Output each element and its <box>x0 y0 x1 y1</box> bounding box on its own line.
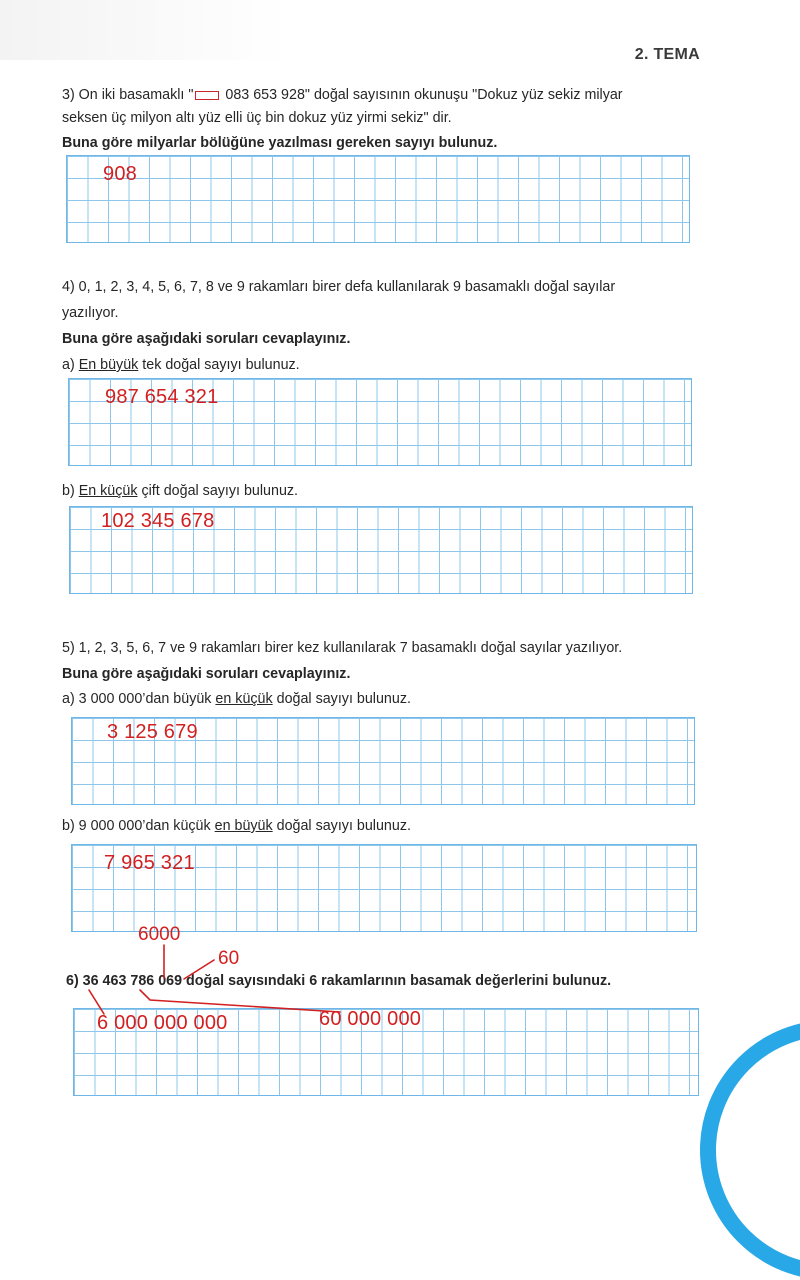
q4a-prefix: a) <box>62 357 79 373</box>
q4b-emphasis: En küçük <box>78 483 138 499</box>
q5a-answer: 3 125 679 <box>107 721 198 743</box>
q3-line2: seksen üç milyon altı yüz elli üç bin dokuz yüz yirmi sekiz" dir. <box>62 110 452 126</box>
q3-answer: 908 <box>103 163 137 185</box>
q6-note-60: 60 <box>218 948 240 969</box>
q4-line1: 4) 0, 1, 2, 3, 4, 5, 6, 7, 8 ve 9 rakamları birer defa kullanılarak 9 basamaklı doğal sayılar <box>62 279 616 295</box>
q6-note-6000: 6000 <box>138 924 181 945</box>
q5b-prefix: b) 9 000 000’dan küçük <box>62 818 215 834</box>
q5b-emphasis: en büyük <box>214 818 273 834</box>
q3-line1-end: 083 653 928" doğal sayısının okunuşu "Dokuz yüz sekiz milyar <box>221 87 623 103</box>
q4a-rest: tek doğal sayıyı bulunuz. <box>138 357 300 373</box>
connector-60 <box>184 960 214 979</box>
q4a-emphasis: En büyük <box>78 357 139 373</box>
q4-line2: yazılıyor. <box>62 305 119 321</box>
page-header-tema: 2. TEMA <box>634 46 700 63</box>
q5b-rest: doğal sayıyı bulunuz. <box>272 818 411 834</box>
q6-answer-billion: 6 000 000 000 <box>97 1012 228 1034</box>
q4b-answer: 102 345 678 <box>101 510 215 532</box>
q5-instruction: Buna göre aşağıdaki soruları cevaplayınız. <box>62 666 351 682</box>
q3-line1-start: 3) On iki basamaklı " <box>62 87 194 103</box>
q5a-emphasis: en küçük <box>215 691 273 707</box>
q5a-rest: doğal sayıyı bulunuz. <box>272 691 411 707</box>
q4-instruction: Buna göre aşağıdaki soruları cevaplayınız. <box>62 331 351 347</box>
q5-line1: 5) 1, 2, 3, 5, 6, 7 ve 9 rakamları birer kez kullanılarak 7 basamaklı doğal sayılar yazılıyor. <box>62 640 623 656</box>
q5a-prefix: a) 3 000 000’dan büyük <box>62 691 216 707</box>
q6-question: 6) 36 463 786 069 doğal sayısındaki 6 rakamlarının basamak değerlerini bulunuz. <box>66 973 612 989</box>
q5b-answer: 7 965 321 <box>104 852 195 874</box>
q3-instruction: Buna göre milyarlar bölüğüne yazılması gereken sayıyı bulunuz. <box>62 135 498 151</box>
q4b-prefix: b) <box>62 483 79 499</box>
connector-ten-million <box>140 990 340 1012</box>
connector-billion <box>89 990 104 1014</box>
q4a-answer: 987 654 321 <box>105 386 219 408</box>
q4b-rest: çift doğal sayıyı bulunuz. <box>137 483 299 499</box>
q6-answer-ten-million: 60 000 000 <box>319 1008 422 1030</box>
